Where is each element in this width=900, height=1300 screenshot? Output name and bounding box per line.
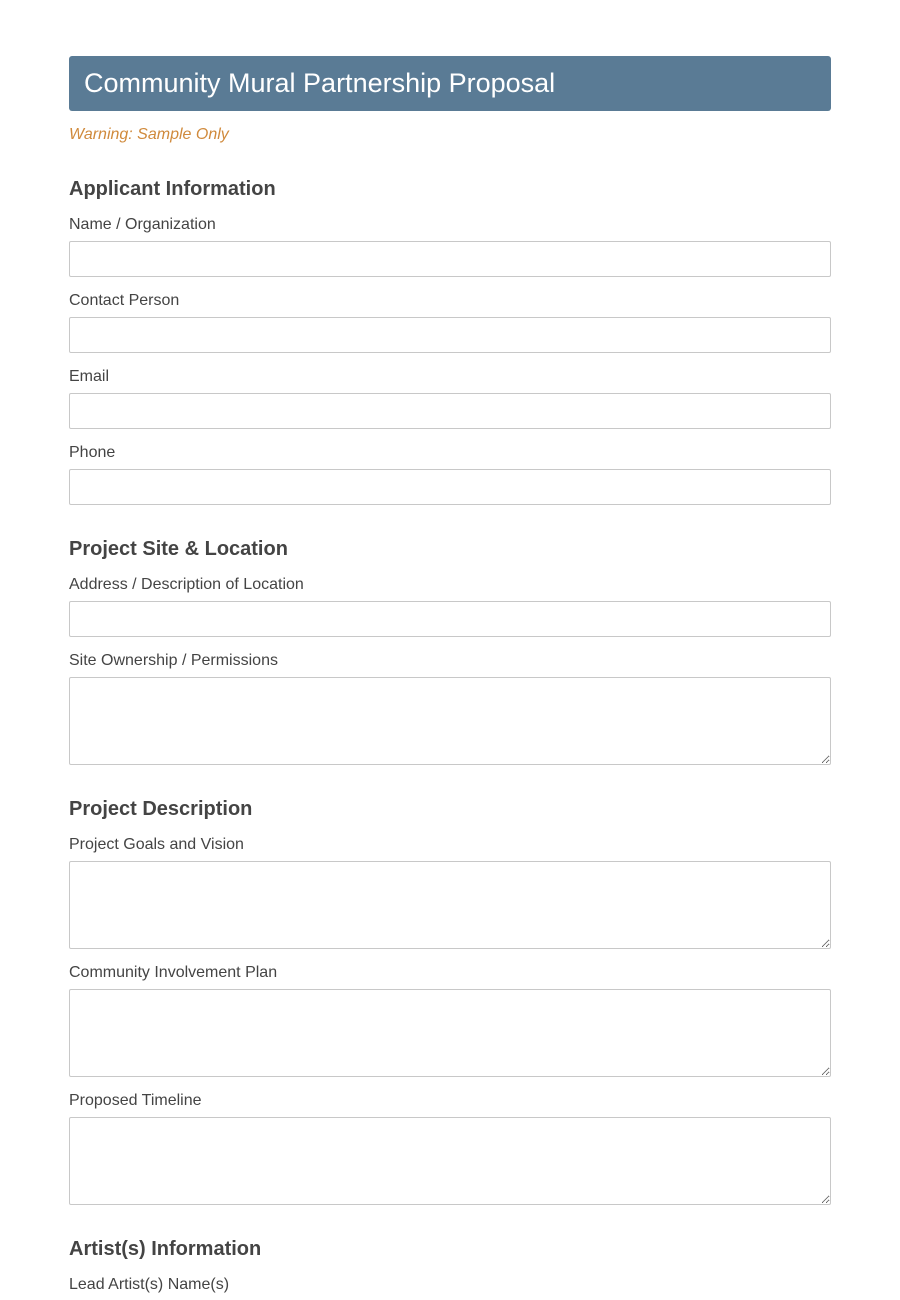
site-ownership-textarea[interactable] <box>69 677 831 765</box>
proposal-form <box>69 56 831 1293</box>
phone-label: Phone <box>69 444 116 461</box>
proposed-timeline-label: Proposed Timeline <box>69 1092 202 1109</box>
name-organization-input[interactable] <box>69 241 831 277</box>
proposed-timeline-textarea[interactable] <box>69 1117 831 1205</box>
email-label: Email <box>69 368 110 385</box>
site-section-heading: Project Site & Location <box>69 538 288 560</box>
site-ownership-label: Site Ownership / Permissions <box>69 652 278 669</box>
community-involvement-label: Community Involvement Plan <box>69 964 278 981</box>
applicant-section-heading: Applicant Information <box>69 178 276 200</box>
form-title-bar <box>69 56 831 111</box>
project-goals-textarea[interactable] <box>69 861 831 949</box>
phone-input[interactable] <box>69 469 831 505</box>
lead-artist-label: Lead Artist(s) Name(s) <box>69 1276 230 1293</box>
name-organization-label: Name / Organization <box>69 216 216 233</box>
contact-person-input[interactable] <box>69 317 831 353</box>
project-goals-label: Project Goals and Vision <box>69 836 244 853</box>
sample-warning: Warning: Sample Only <box>69 126 229 143</box>
address-label: Address / Description of Location <box>69 576 304 593</box>
description-section-heading: Project Description <box>69 798 253 820</box>
contact-person-label: Contact Person <box>69 292 180 309</box>
community-involvement-textarea[interactable] <box>69 989 831 1077</box>
artist-section-heading: Artist(s) Information <box>69 1238 262 1260</box>
form-title: Community Mural Partnership Proposal <box>84 68 556 98</box>
email-input[interactable] <box>69 393 831 429</box>
address-input[interactable] <box>69 601 831 637</box>
